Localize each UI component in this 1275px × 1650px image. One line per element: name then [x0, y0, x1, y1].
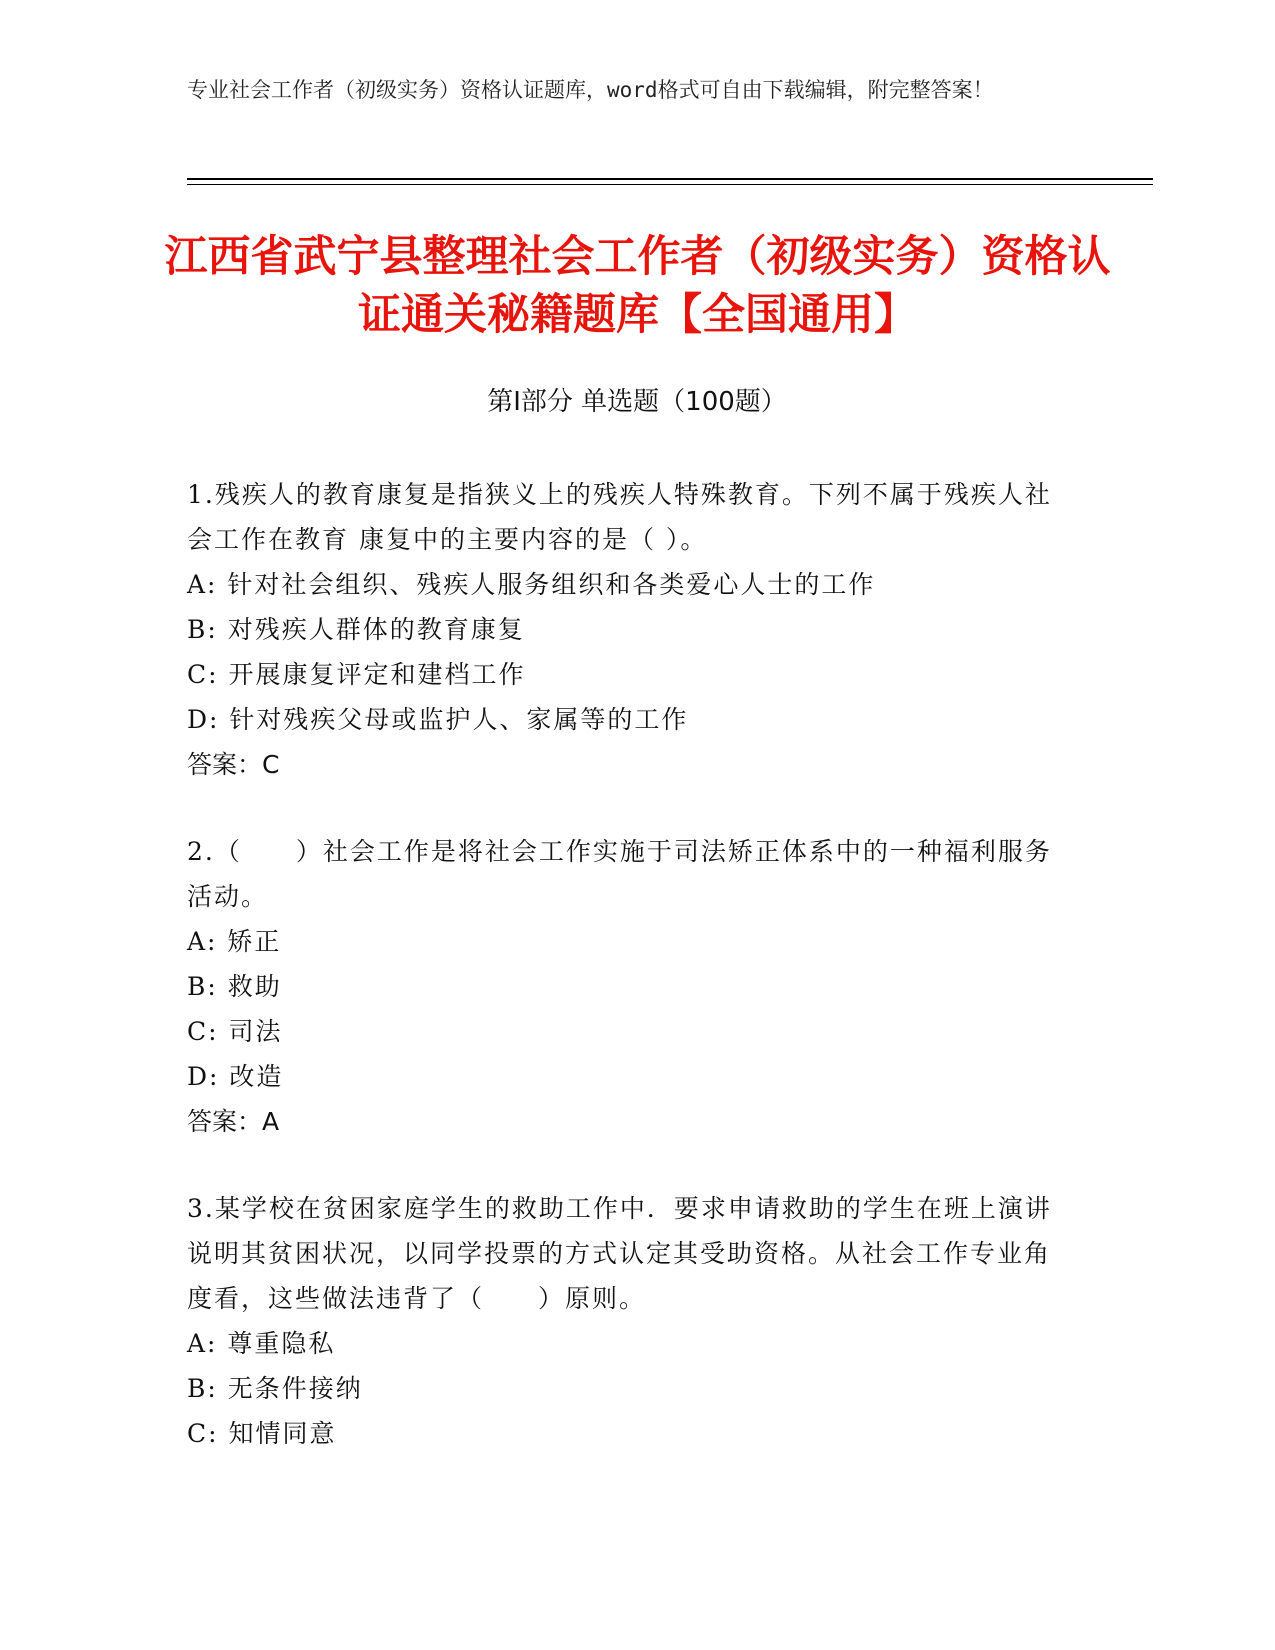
question-stem: 2.（ ）社会工作是将社会工作实施于司法矫正体系中的一种福利服务活动。: [187, 837, 1052, 911]
option-a: A: 尊重隐私: [187, 1329, 336, 1358]
question-list: [187, 472, 1067, 1498]
question-stem: 1.残疾人的教育康复是指狭义上的残疾人特殊教育。下列不属于残疾人社会工作在教育 康复中的主要内容的是（ ）。: [187, 480, 1052, 554]
header-note: 专业社会工作者（初级实务）资格认证题库，word格式可自由下载编辑，附完整答案！: [187, 78, 994, 102]
option-d: D: 针对残疾父母或监护人、家属等的工作: [187, 705, 689, 734]
question-3: [187, 1186, 1067, 1456]
option-c: C: 开展康复评定和建档工作: [187, 660, 526, 689]
option-d: D: 改造: [187, 1062, 284, 1091]
header-divider-thin: [187, 184, 1153, 185]
answer: 答案：A: [187, 1107, 280, 1136]
option-a: A: 针对社会组织、残疾人服务组织和各类爱心人士的工作: [187, 570, 876, 599]
option-b: B: 救助: [187, 972, 282, 1001]
option-c: C: 知情同意: [187, 1419, 337, 1448]
answer: 答案：C: [187, 750, 280, 779]
option-a: A: 矫正: [187, 927, 282, 956]
question-2: [187, 829, 1067, 1144]
header-divider: [187, 178, 1153, 180]
option-b: B: 无条件接纳: [187, 1374, 363, 1403]
option-b: B: 对残疾人群体的教育康复: [187, 615, 525, 644]
document-title: 江西省武宁县整理社会工作者（初级实务）资格认证通关秘籍题库【全国通用】: [164, 232, 1111, 340]
option-c: C: 司法: [187, 1017, 283, 1046]
question-1: [187, 472, 1067, 787]
section-heading: 第Ⅰ部分 单选题（100题）: [487, 387, 787, 417]
question-stem: 3.某学校在贫困家庭学生的救助工作中．要求申请救助的学生在班上演讲说明其贫困状况，以同学投票的方式认定其受助资格。从社会工作专业角度看，这些做法违背了（ ）原则。: [187, 1194, 1052, 1313]
